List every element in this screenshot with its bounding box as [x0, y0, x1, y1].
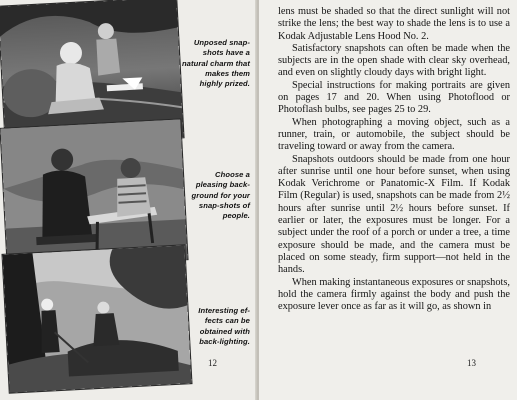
paragraph-instantaneous-exposures: When making instantaneous exposures or snapshots, hold the camera firmly against the body and push the exposure lever once as far as it will go, as shown in: [278, 276, 510, 313]
paragraph-portraits: Special instructions for making portraits are given on pages 17 and 20. When using Photoflood or Photoflash bulbs, see pages 25 to 29.: [278, 79, 510, 116]
body-text: [278, 6, 510, 313]
caption-back-lighting: Interesting ef-fects can be obtained with back-lighting.: [198, 306, 250, 346]
photo-backlit-children: [3, 245, 192, 392]
paragraph-moving-object: When photographing a moving object, such as a runner, train, or automobile, the subject should be traveling toward or away from the camera.: [278, 116, 510, 153]
left-page: [0, 0, 257, 400]
paragraph-outdoor-timing: Snapshots outdoors should be made from one hour after sunrise until one hour before sunset, when using Kodak Verichrome or Panatomic-X Film. If Kodak Film (Regular) is used, snapshots can be made from 2½ hours after sunrise until 2½ hours before sunset. If earlier or later, the exposures must be longer. For a subject under the roof of a porch or under a tree, a time exposure should be made, and the camera must be placed on some steady, firm support—not held in the hands.: [278, 153, 510, 276]
caption-unposed-snapshots: Unposed snap-shots have a natural charm that makes them highly prized.: [181, 38, 250, 89]
right-page: [259, 0, 517, 400]
page-number-right: 13: [467, 358, 476, 368]
paragraph-open-shade: Satisfactory snapshots can often be made when the subjects are in the open shade with clear sky overhead, and even on slightly cloudy days with bright light.: [278, 42, 510, 79]
page-number-left: 12: [208, 358, 217, 368]
caption-pleasing-background: Choose a pleasing back-ground for your snap-shots of people.: [191, 170, 250, 221]
paragraph-lens-shading: lens must be shaded so that the direct sunlight will not strike the lens; the best way to shade the lens is to use a Kodak Adjustable Lens Hood No. 2.: [278, 6, 510, 42]
